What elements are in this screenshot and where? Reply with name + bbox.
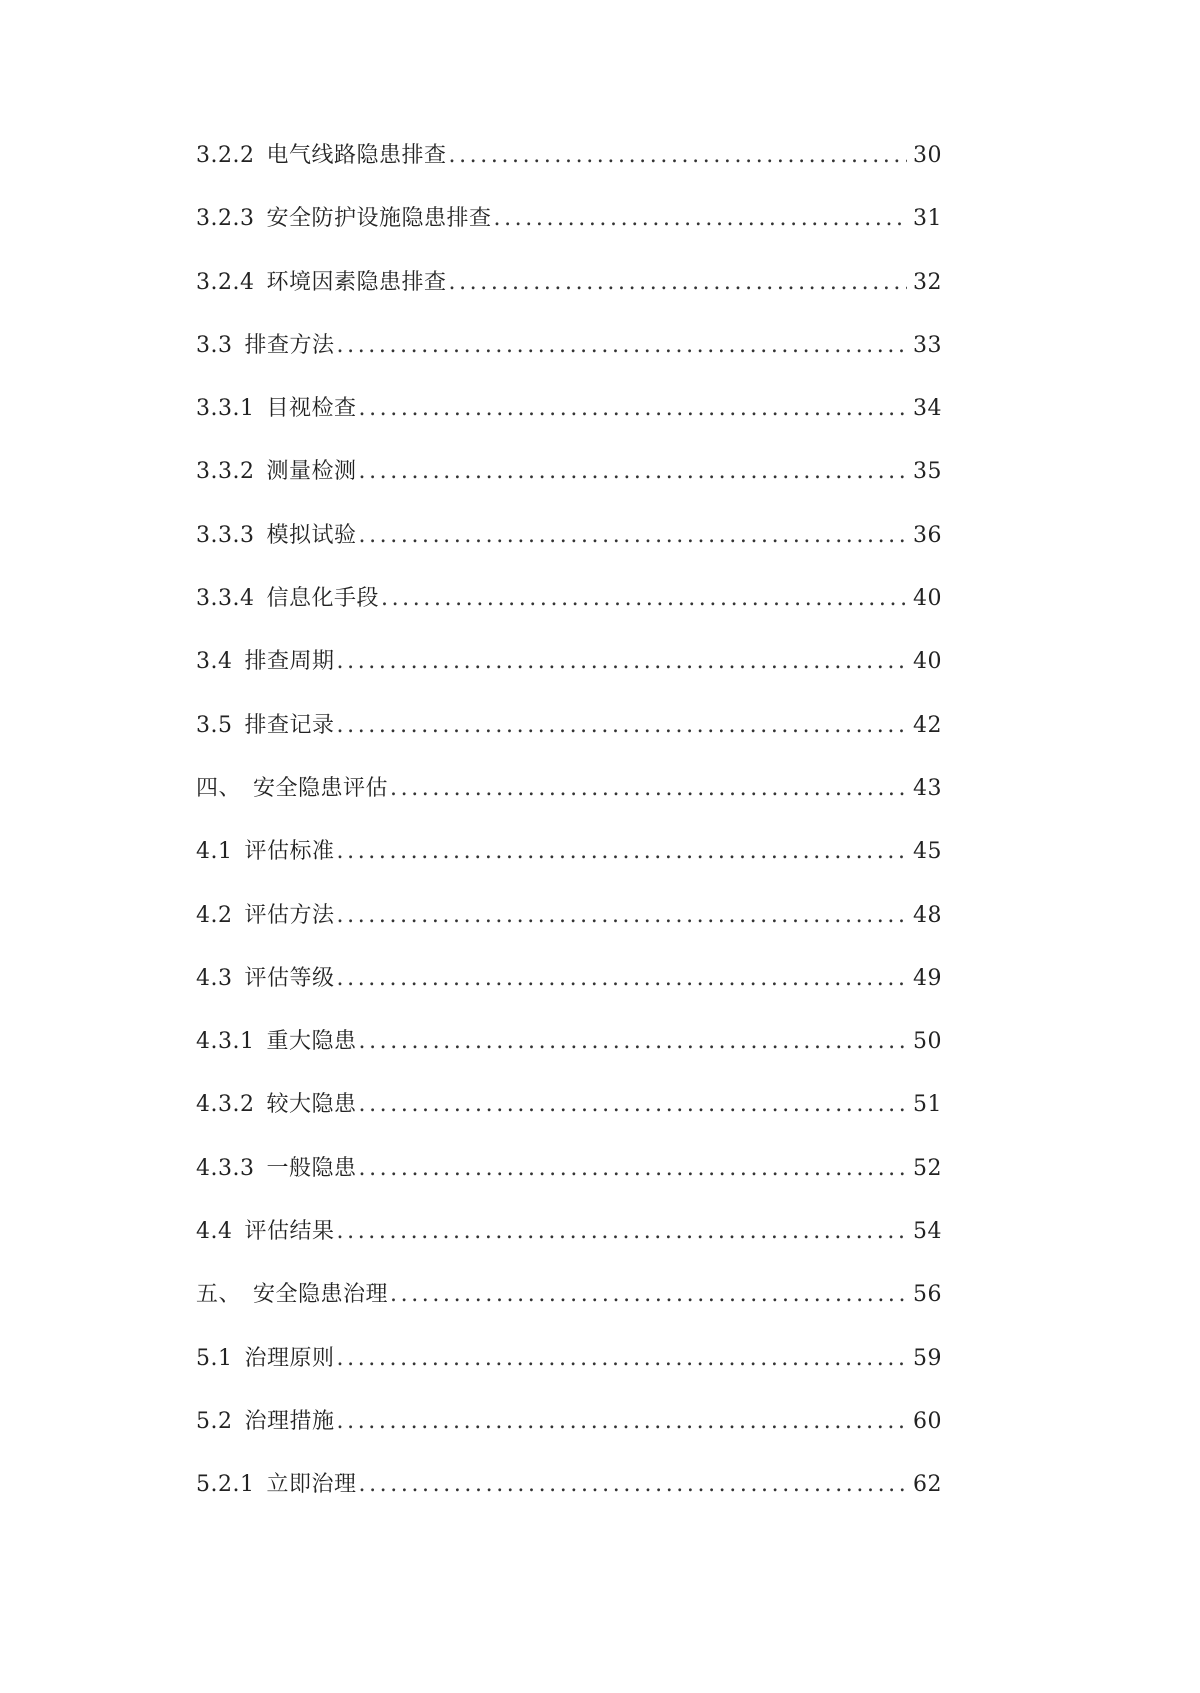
toc-entry-title: 评估方法 xyxy=(244,902,335,928)
toc-entry-page-number: 35 xyxy=(913,459,942,485)
toc-entry-page-number: 40 xyxy=(913,649,942,675)
toc-entry-page-number: 49 xyxy=(913,965,942,991)
toc-entry[interactable] xyxy=(196,138,942,201)
toc-entry-number: 4.3.2 xyxy=(196,1092,255,1118)
toc-dot-leader xyxy=(337,839,907,864)
toc-entry-number: 四、 xyxy=(196,775,242,801)
toc-entry-number: 4.3 xyxy=(196,965,233,991)
toc-dot-leader xyxy=(494,206,908,231)
toc-entry-title: 测量检测 xyxy=(266,459,357,485)
toc-entry-title: 一般隐患 xyxy=(266,1155,357,1181)
toc-entry-title: 安全防护设施隐患排查 xyxy=(266,206,492,232)
toc-dot-leader xyxy=(337,966,907,991)
toc-entry-page-number: 50 xyxy=(913,1029,942,1055)
toc-entry-page-number: 34 xyxy=(913,396,942,422)
toc-entry-number: 3.3.4 xyxy=(196,586,255,612)
toc-dot-leader xyxy=(359,396,908,421)
toc-entry-page-number: 43 xyxy=(913,775,942,801)
toc-dot-leader xyxy=(337,1346,907,1371)
toc-entry-page-number: 42 xyxy=(913,712,942,738)
toc-entry-page-number: 60 xyxy=(913,1408,942,1434)
toc-dot-leader xyxy=(337,1409,907,1434)
toc-entry[interactable] xyxy=(196,581,942,644)
toc-dot-leader xyxy=(359,523,908,548)
toc-dot-leader xyxy=(449,143,908,168)
toc-entry-title: 立即治理 xyxy=(266,1472,357,1498)
toc-entry-number: 3.3 xyxy=(196,332,233,358)
toc-dot-leader xyxy=(359,459,908,484)
toc-entry-title: 排查周期 xyxy=(244,649,335,675)
toc-entry-number: 3.2.3 xyxy=(196,206,255,232)
toc-entry-title: 安全隐患治理 xyxy=(253,1282,389,1308)
toc-entry-page-number: 36 xyxy=(913,522,942,548)
toc-entry-number: 五、 xyxy=(196,1282,242,1308)
toc-dot-leader xyxy=(390,1282,907,1307)
toc-entry[interactable] xyxy=(196,708,942,771)
toc-entry-number: 3.3.2 xyxy=(196,459,255,485)
toc-entry[interactable] xyxy=(196,265,942,328)
toc-entry-title: 重大隐患 xyxy=(266,1029,357,1055)
toc-entry-number: 4.2 xyxy=(196,902,233,928)
toc-entry-number: 3.3.1 xyxy=(196,396,255,422)
toc-dot-leader xyxy=(359,1156,908,1181)
toc-entry-page-number: 54 xyxy=(913,1219,942,1245)
toc-entry-number: 4.3.3 xyxy=(196,1155,255,1181)
toc-entry-title: 治理措施 xyxy=(244,1408,335,1434)
toc-entry[interactable] xyxy=(196,1214,942,1277)
toc-entry-title: 目视检查 xyxy=(266,396,357,422)
toc-entry[interactable] xyxy=(196,898,942,961)
toc-entry[interactable] xyxy=(196,1024,942,1087)
toc-entry[interactable] xyxy=(196,644,942,707)
toc-entry-number: 3.2.2 xyxy=(196,143,255,168)
toc-entry-title: 排查方法 xyxy=(244,332,335,358)
toc-entry-number: 5.2 xyxy=(196,1408,233,1434)
toc-dot-leader xyxy=(359,1092,908,1117)
toc-entry[interactable] xyxy=(196,391,942,454)
toc-entry[interactable] xyxy=(196,1087,942,1150)
toc-dot-leader xyxy=(359,1472,908,1497)
toc-entry-title: 环境因素隐患排查 xyxy=(266,269,447,295)
toc-entry-number: 4.4 xyxy=(196,1219,233,1245)
toc-entry-number: 3.5 xyxy=(196,712,233,738)
toc-entry-number: 3.3.3 xyxy=(196,522,255,548)
toc-dot-leader xyxy=(390,776,907,801)
toc-entry-title: 模拟试验 xyxy=(266,522,357,548)
toc-entry[interactable] xyxy=(196,1404,942,1467)
toc-entry-page-number: 59 xyxy=(913,1345,942,1371)
toc-entry-page-number: 51 xyxy=(913,1092,942,1118)
toc-entry[interactable] xyxy=(196,834,942,897)
toc-entry-page-number: 62 xyxy=(913,1472,942,1498)
toc-entry-title: 评估标准 xyxy=(244,839,335,865)
toc-entry-title: 信息化手段 xyxy=(266,586,379,612)
toc-dot-leader xyxy=(337,903,907,928)
toc-dot-leader xyxy=(359,1029,908,1054)
toc-entry-page-number: 31 xyxy=(913,206,942,232)
toc-entry-page-number: 40 xyxy=(913,586,942,612)
toc-entry[interactable] xyxy=(196,771,942,834)
toc-entry-number: 3.4 xyxy=(196,649,233,675)
toc-entry-title: 安全隐患评估 xyxy=(253,775,389,801)
toc-entry-page-number: 30 xyxy=(913,143,942,168)
toc-entry-number: 3.2.4 xyxy=(196,269,255,295)
toc-dot-leader xyxy=(337,1219,907,1244)
toc-entry-title: 评估等级 xyxy=(244,965,335,991)
toc-entry[interactable] xyxy=(196,1467,942,1530)
toc-entry[interactable] xyxy=(196,1277,942,1340)
toc-entry-title: 较大隐患 xyxy=(266,1092,357,1118)
toc-entry-number: 5.2.1 xyxy=(196,1472,255,1498)
toc-entry-number: 4.1 xyxy=(196,839,233,865)
toc-dot-leader xyxy=(381,586,907,611)
toc-entry-title: 排查记录 xyxy=(244,712,335,738)
toc-dot-leader xyxy=(449,270,908,295)
toc-entry-page-number: 45 xyxy=(913,839,942,865)
toc-dot-leader xyxy=(337,713,907,738)
toc-entry-title: 评估结果 xyxy=(244,1219,335,1245)
toc-entry-page-number: 32 xyxy=(913,269,942,295)
toc-entry[interactable] xyxy=(196,201,942,264)
toc-entry[interactable] xyxy=(196,518,942,581)
toc-entry-number: 5.1 xyxy=(196,1345,233,1371)
toc-entry-number: 4.3.1 xyxy=(196,1029,255,1055)
toc-entry[interactable] xyxy=(196,1151,942,1214)
table-of-contents xyxy=(196,138,942,1531)
toc-entry-title: 治理原则 xyxy=(244,1345,335,1371)
toc-entry[interactable] xyxy=(196,961,942,1024)
toc-entry[interactable] xyxy=(196,1341,942,1404)
toc-dot-leader xyxy=(337,649,907,674)
toc-entry-page-number: 48 xyxy=(913,902,942,928)
toc-entry-page-number: 52 xyxy=(913,1155,942,1181)
toc-entry[interactable] xyxy=(196,454,942,517)
toc-entry[interactable] xyxy=(196,328,942,391)
toc-entry-page-number: 33 xyxy=(913,332,942,358)
toc-entry-title: 电气线路隐患排查 xyxy=(266,143,447,168)
toc-entry-page-number: 56 xyxy=(913,1282,942,1308)
toc-dot-leader xyxy=(337,333,907,358)
